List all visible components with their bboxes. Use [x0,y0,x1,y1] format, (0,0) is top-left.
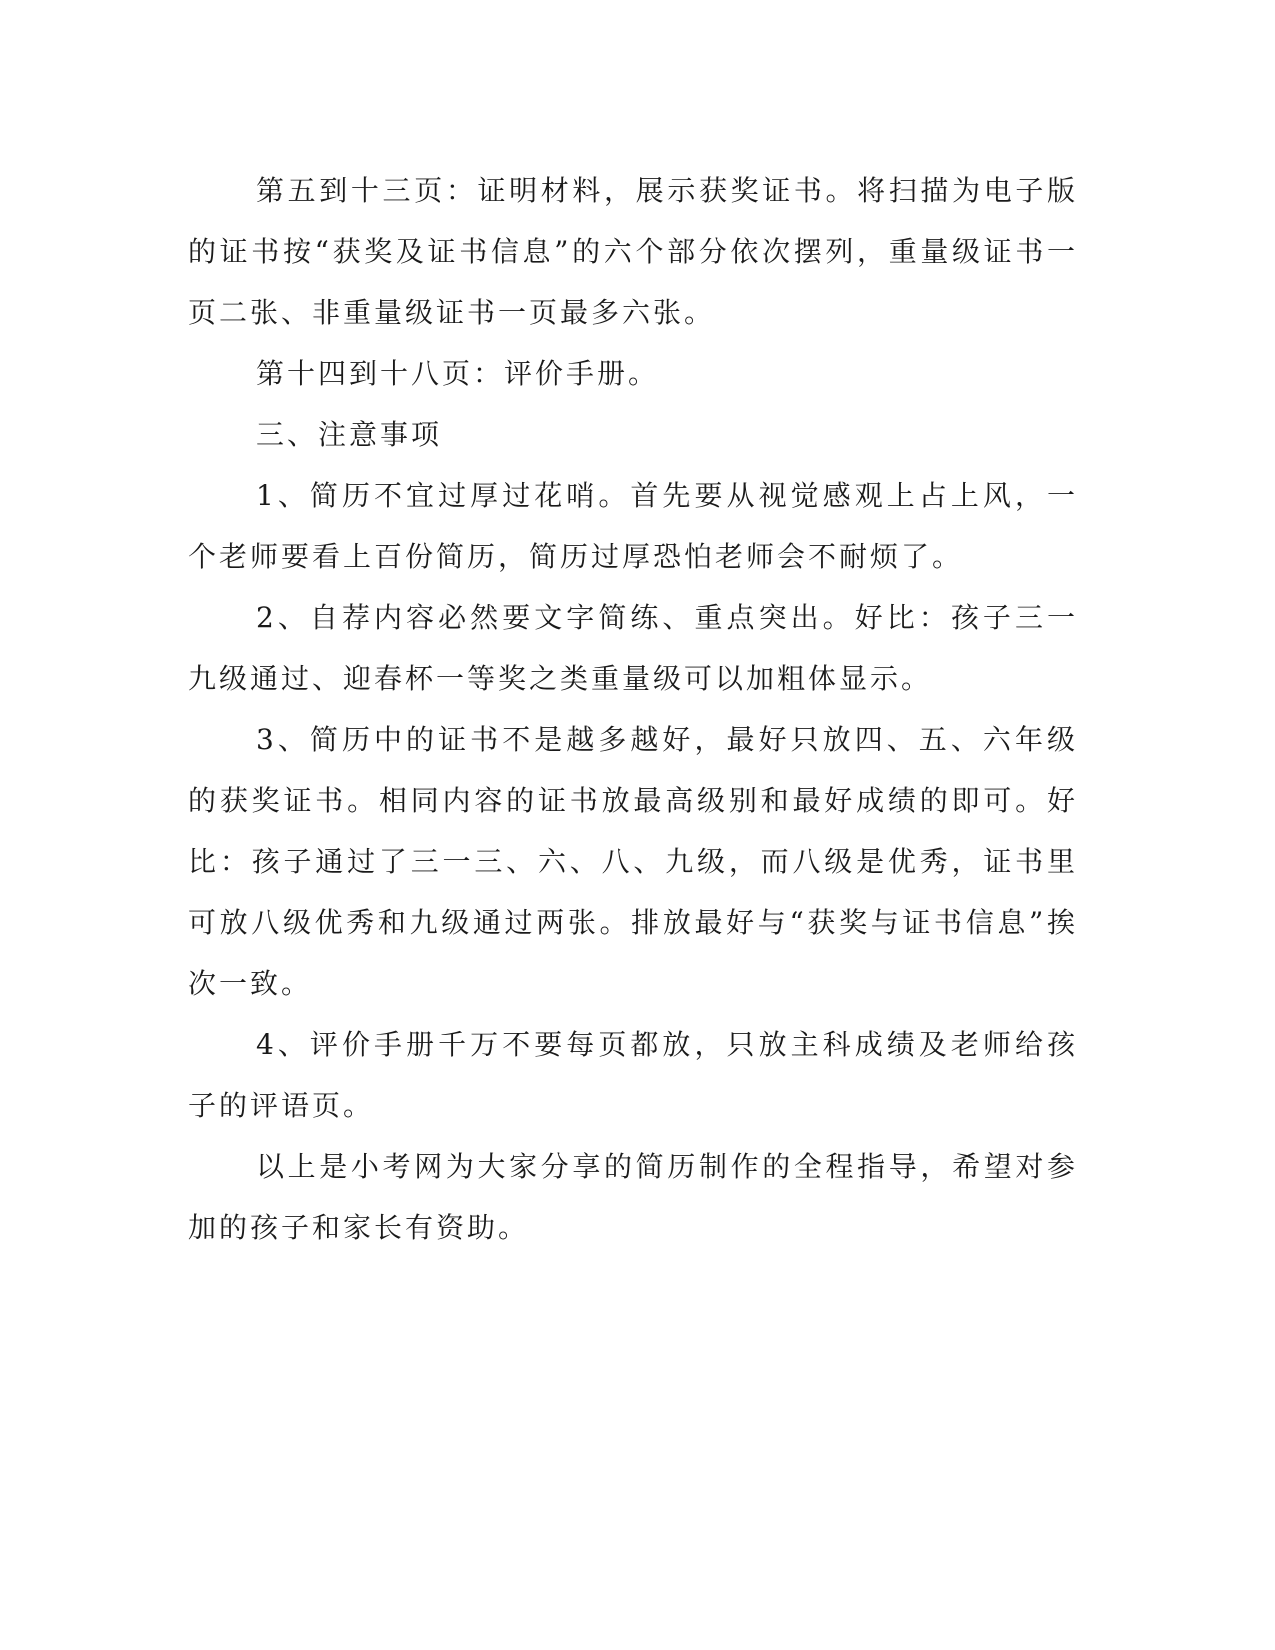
section-heading-notes: 三、注意事项 [256,418,443,451]
paragraph-certificates: 第五到十三页：证明材料，展示获奖证书。将扫描为电子版的证书按“获奖及证书信息”的六个部分依次摆列，重量级证书一页二张、非重量级证书一页最多六张。 [188,174,1078,329]
note-item-2: 2、自荐内容必然要文字简练、重点突出。好比：孩子三一九级通过、迎春杯一等奖之类重量级可以加粗体显示。 [188,601,1078,695]
document-body [188,160,1078,1258]
closing-paragraph: 以上是小考网为大家分享的简历制作的全程指导，希望对参加的孩子和家长有资助。 [188,1150,1078,1244]
note-item-3: 3、简历中的证书不是越多越好，最好只放四、五、六年级的获奖证书。相同内容的证书放最高级别和最好成绩的即可。好比：孩子通过了三一三、六、八、九级，而八级是优秀，证书里可放八级优秀和九级通过两张。排放最好与“获奖与证书信息”挨次一致。 [188,723,1078,1000]
note-item-1: 1、简历不宜过厚过花哨。首先要从视觉感观上占上风，一个老师要看上百份简历，简历过厚恐怕老师会不耐烦了。 [188,479,1078,573]
paragraph-evaluation-handbook: 第十四到十八页：评价手册。 [256,357,660,390]
note-item-4: 4、评价手册千万不要每页都放，只放主科成绩及老师给孩子的评语页。 [188,1028,1078,1122]
